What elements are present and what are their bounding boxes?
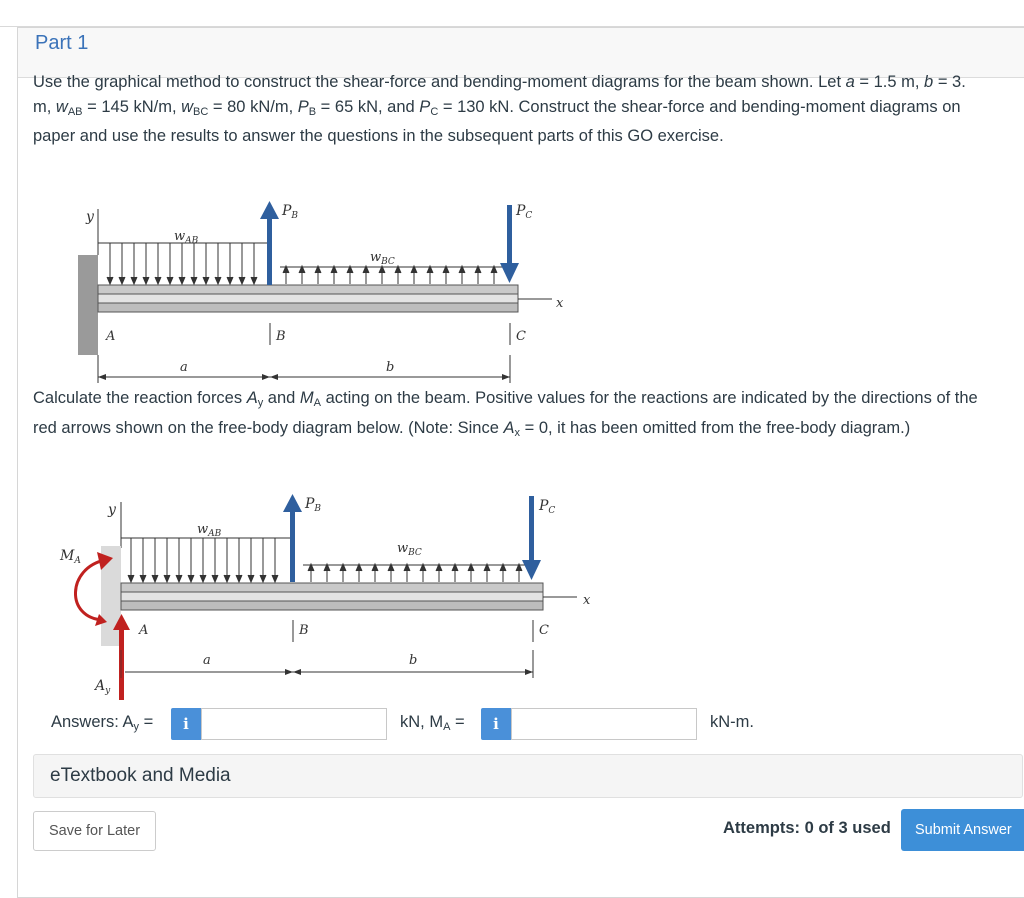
fig1-C-label: C	[516, 329, 526, 344]
save-for-later-button[interactable]: Save for Later	[33, 811, 156, 851]
fig1-y-label: y	[86, 209, 94, 225]
submit-answer-button[interactable]: Submit Answer	[901, 809, 1024, 851]
etextbook-media-label: eTextbook and Media	[50, 765, 231, 786]
question2-line-1: Calculate the reaction forces $A_y$ and $M_A$ acting on the beam. Positive values for the reactions are indicated by the directions of the	[33, 389, 978, 409]
fig1-wab-label: $w_{AB}$	[174, 229, 199, 246]
fig2-MA-label: $M_A$	[60, 548, 81, 566]
question-line-2: m, $w_{AB} = 145$ kN/m, $w_{BC} = 80$ kN/m, $P_B = 65$ kN, and $P_C = 130$ kN. Construct the shear-force and bending-moment diagrams on	[33, 97, 961, 118]
fig2-b-label: b	[409, 653, 418, 668]
ma-input[interactable]	[511, 708, 697, 740]
fig2-MA-arrow	[75, 560, 105, 620]
fig1-wall	[78, 255, 98, 355]
fig1-pb-label: $P_B$	[282, 203, 299, 221]
ay-input[interactable]	[201, 708, 387, 740]
ay-label: Answers: $A_y$ =	[51, 713, 154, 733]
fig2-wab-load-arrows	[128, 538, 278, 582]
fig2-Ay-label: $A_y$	[95, 678, 111, 696]
question2-text	[33, 386, 1024, 445]
fig2-B-label: B	[299, 623, 309, 638]
fig2-pb-label: $P_B$	[305, 496, 322, 514]
fig1-A-label: A	[106, 329, 116, 344]
fig1-wbc-label: $w_{BC}$	[370, 250, 395, 267]
top-bar	[0, 0, 1024, 27]
fig2-pc-label: $P_C$	[539, 498, 556, 516]
question2-line-2: red arrows shown on the free-body diagram below. (Note: Since $A_x = 0$, it has been omitted from the free-body diagram.)	[33, 418, 911, 439]
part-title: Part 1	[35, 32, 89, 54]
fig2-C-label: C	[539, 623, 549, 638]
fig2-wab-label: $w_{AB}$	[197, 522, 222, 539]
answers-row	[33, 705, 1024, 743]
fig1-b-label: b	[386, 360, 395, 375]
fig1-pc-label: $P_C$	[516, 203, 533, 221]
fig1-B-label: B	[276, 329, 286, 344]
fig2-A-label: A	[139, 623, 149, 638]
question-text	[33, 70, 1024, 149]
ma-info-icon[interactable]: i	[481, 708, 511, 740]
question-line-3: paper and use the results to answer the questions in the subsequent parts of this GO exercise.	[33, 127, 724, 145]
fig2-a-label: a	[203, 653, 211, 668]
ay-info-icon[interactable]: i	[171, 708, 201, 740]
fig2-x-label: x	[583, 593, 591, 608]
ma-unit-label: kN-m.	[710, 713, 754, 731]
fig2-y-label: y	[108, 502, 116, 518]
fig2-wbc-label: $w_{BC}$	[397, 541, 422, 558]
attempts-counter: Attempts: 0 of 3 used	[723, 819, 891, 837]
fig1-wab-load-arrows	[107, 243, 257, 284]
beam-figure-1	[70, 195, 590, 395]
fig2-wbc-load-arrows	[308, 564, 522, 582]
fig1-a-label: a	[180, 360, 188, 375]
etextbook-media-section[interactable]	[33, 754, 1023, 798]
fig1-wbc-load-arrows	[283, 266, 497, 284]
question-line-1: Use the graphical method to construct the shear-force and bending-moment diagrams for the beam shown. Let a = 1.5 m, b = 3.	[33, 73, 966, 91]
ma-label: kN, $M_A$ =	[400, 713, 465, 733]
fig1-x-label: x	[556, 296, 564, 311]
free-body-diagram	[55, 488, 615, 703]
